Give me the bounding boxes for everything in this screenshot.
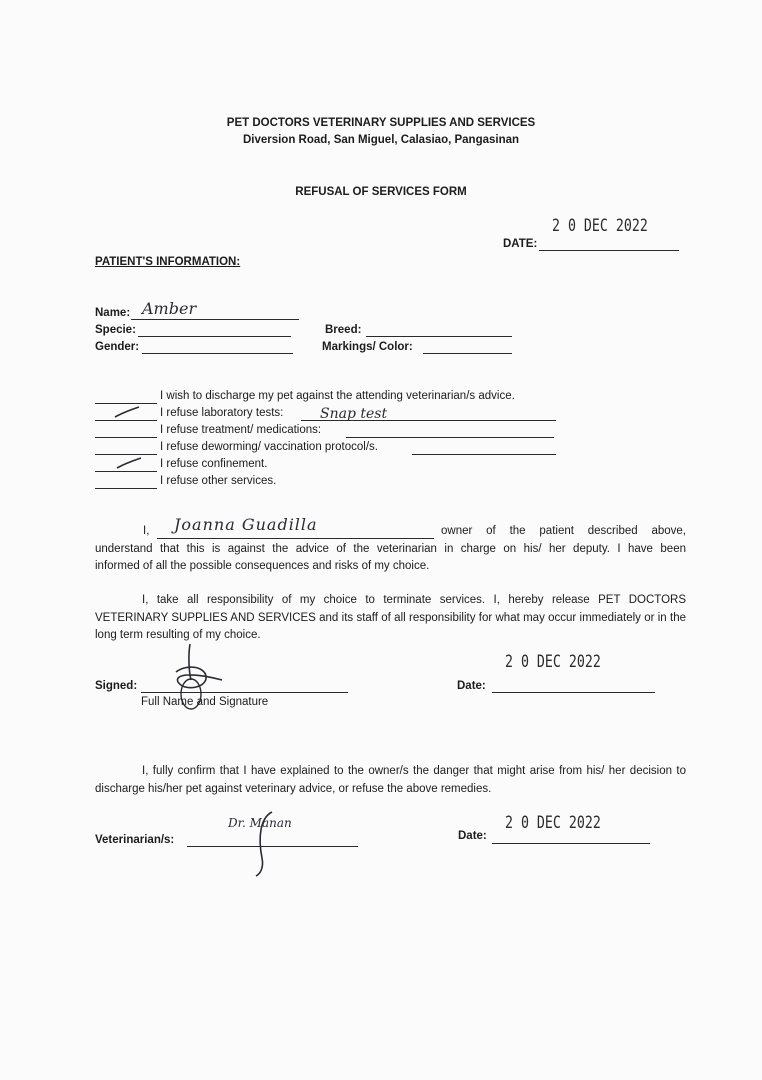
vet-signature-stroke [250,808,280,878]
breed-field[interactable] [366,336,512,337]
name-value: Amber [142,299,197,318]
option-text: I refuse deworming/ vaccination protocol/s. [160,441,378,453]
option-text: I refuse treatment/ medications: [160,424,322,436]
option-check-blank[interactable] [95,420,157,421]
statement-line3: informed of all the possible consequences and risks of my choice. [95,560,430,572]
lab-test-detail-value: Snap test [320,406,388,422]
date-stamp: 2 0 DEC 2022 [552,216,648,236]
name-field[interactable] [131,319,299,320]
gender-label: Gender: [95,341,140,353]
signed-date-field[interactable] [492,692,655,693]
form-title: REFUSAL OF SERVICES FORM [295,186,467,198]
date-field[interactable] [539,250,679,251]
option-check-blank[interactable] [95,488,157,489]
patient-section-title: PATIENT'S INFORMATION: [95,256,241,268]
company-address: Diversion Road, San Miguel, Calasiao, Pangasinan [242,134,520,146]
option-text: I refuse other services. [160,475,277,487]
vet-confirm-paragraph: I, fully confirm that I have explained to the owner/s the danger that might arise from his/ her decision to discharge his/her pet against veterinary advice, or refuse the above remedies. [95,765,686,795]
name-label: Name: [95,307,131,319]
option-text: I refuse laboratory tests: [160,407,284,419]
vet-label: Veterinarian/s: [95,834,175,846]
vet-signature: Dr. Manan [228,816,292,830]
treatment-detail-field[interactable] [346,437,554,438]
specie-label: Specie: [95,324,136,336]
breed-label: Breed: [325,324,362,336]
release-paragraph: I, take all responsibility of my choice to terminate services. I, hereby release PET DOCTORS VETERINARY SUPPLIES AND SERVICES and its staff of all responsibility for what may occur immediately or in the long term resulting of my choice. [95,594,686,641]
markings-label: Markings/ Color: [322,341,413,353]
option-check-blank[interactable] [95,437,157,438]
specie-field[interactable] [138,336,291,337]
vet-date-field[interactable] [492,843,650,844]
vet-date-label: Date: [458,830,487,842]
signed-label: Signed: [95,680,138,692]
statement-prefix: I, [143,525,150,537]
signed-date-label: Date: [457,680,486,692]
markings-field[interactable] [423,353,512,354]
signed-date-stamp: 2 0 DEC 2022 [505,652,601,672]
option-text: I wish to discharge my pet against the attending veterinarian/s advice. [160,390,515,402]
gender-field[interactable] [142,353,293,354]
vet-date-stamp: 2 0 DEC 2022 [505,813,601,833]
owner-name-field[interactable] [157,538,434,539]
company-name: PET DOCTORS VETERINARY SUPPLIES AND SERVICES [226,117,536,129]
deworming-detail-field[interactable] [412,454,556,455]
statement-line1: owner of the patient described above, [441,525,686,537]
signature-caption: Full Name and Signature [141,696,269,708]
check-mark-icon [114,455,144,471]
option-text: I refuse confinement. [160,458,268,470]
date-label: DATE: [503,238,538,250]
option-check-blank[interactable] [95,471,157,472]
statement-line2: understand that this is against the advice of the veterinarian in charge on his/ her deputy. I have been [95,543,686,555]
owner-name-value: Joanna Guadilla [174,515,318,534]
check-mark-icon [112,404,142,420]
